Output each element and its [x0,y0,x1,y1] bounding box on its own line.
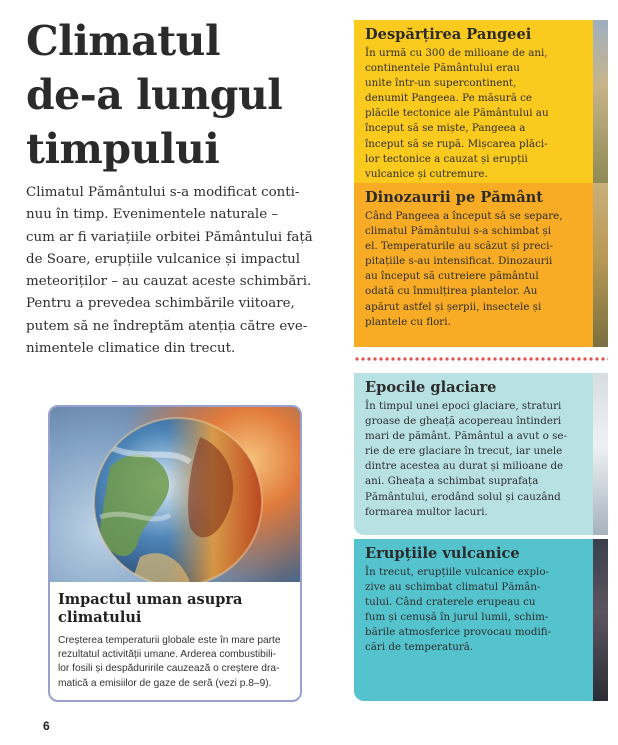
panel-text-line: unite într-un supercontinent, [365,77,517,90]
intro-paragraph [26,182,348,360]
panel-text-line: vulcanice și cutremure. [365,167,488,180]
intro-line: Climatul Pământului s-a modificat conti- [26,185,300,200]
human-impact-text-line: rezultatul activității umane. Arderea combustibili- [58,649,276,661]
panel-text-line: climatul Pământului s-a schimbat și [365,225,552,238]
intro-line: nuu în timp. Evenimentele naturale – [26,207,279,223]
earth-globe-icon [50,407,300,582]
panel-text-line: groase de gheață acopereau întinderi [365,415,562,428]
panel-text-line: Când Pangeea a început să se separe, [365,210,563,222]
intro-line: cum ar fi variațiile orbitei Pământului față [26,229,313,245]
human-impact-title [58,591,298,627]
page-title-line: timpului [26,125,220,173]
panel-title: Erupțiile vulcanice [365,545,520,562]
panel-text-line: formarea multor lacuri. [365,505,488,518]
panel-text [365,46,583,182]
panel-text-line: denumit Pangeea. Pe măsură ce [365,92,532,105]
panel-title: Despărțirea Pangeei [365,26,532,43]
page-number: 6 [43,719,50,733]
intro-line: de Soare, erupțiile vulcanice și impactul [26,251,301,267]
human-impact-text-line: lor fosili și despăduririle cauzează o creștere dra- [58,663,280,675]
panel-text-line: În urmă cu 300 de milioane de ani, [365,47,548,59]
panel-text-line: tului. Când craterele erupeau cu [365,596,536,609]
panel-text-line: odată cu înmulțirea plantelor. Au [365,285,538,298]
panel-title: Epocile glaciare [365,379,497,396]
human-impact-text-line: Creșterea temperaturii globale este în mare parte [58,635,281,646]
dotted-divider [354,357,608,361]
intro-line: meteoriților – au cauzat aceste schimbări. [26,274,312,290]
volcano-photo-strip [593,539,608,701]
panel-text-line: ani. Gheața a schimbat suprafața [365,475,539,488]
panel-text-line: Pământului, erodând solul și cauzând [365,490,561,503]
panel-text-line: În trecut, erupțiile vulcanice explo- [365,566,550,578]
panel-text-line: apărut astfel și șerpii, insectele și [365,300,542,313]
panel-text-line: rie de ere glaciare în trecut, iar unele [365,445,563,458]
intro-line: Pentru a prevedea schimbările viitoare, [26,296,295,312]
page-title [26,14,326,176]
panel-text-line: început să se miște, Pangeea a [365,122,526,135]
panel-text-line: au început să cutreiere pământul [365,270,539,283]
intro-line: nimentele climatice din trecut. [26,341,236,357]
panel-text-line: plăcile tectonice ale Pământului au [365,107,549,120]
panel-text-line: fum și cenușă în jurul lumii, schim- [365,611,549,624]
panel-text [365,399,583,520]
human-impact-title-line: climatului [58,609,142,626]
human-impact-text [58,634,300,691]
panel-ice-ages [354,373,593,535]
human-impact-text-line: matică a emisiilor de gaze de seră (vezi p.8–9). [58,677,272,689]
panel-text-line: început să se rupă. Mișcarea plăci- [365,137,548,150]
panel-text [365,209,583,330]
panel-text-line: el. Temperaturile au scăzut și preci- [365,240,553,253]
glacier-photo-strip [593,373,608,535]
panel-text-line: bările atmosferice provocau modifi- [365,626,552,639]
prehistoric-photo-strip [593,183,608,347]
panel-text-line: lor tectonice a cauzat și erupții [365,152,528,165]
intro-line: putem să ne îndreptăm atenția către eve- [26,318,308,334]
panel-volcanic-eruptions [354,539,593,701]
panel-text-line: plantele cu flori. [365,315,451,328]
panel-pangea-breakup [354,20,593,183]
half-burning-earth-image [50,407,300,582]
panel-title: Dinozaurii pe Pământ [365,189,544,206]
panel-text-line: dintre acestea au durat și milioane de [365,460,564,473]
panel-text-line: continentele Pământului erau [365,62,520,75]
human-impact-card [48,405,302,702]
panel-dinosaurs [354,183,593,347]
panel-text [365,565,583,656]
page-title-line: de-a lungul [26,71,283,119]
panel-text-line: pitațiile s-au intensificat. Dinozaurii [365,255,553,268]
panel-text-line: În timpul unei epoci glaciare, straturi [365,400,562,412]
landscape-photo-strip [593,20,608,183]
page-title-line: Climatul [26,17,221,65]
panel-text-line: mari de pământ. Pământul a avut o se- [365,430,567,443]
panel-text-line: cări de temperatură. [365,641,474,654]
human-impact-title-line: Impactul uman asupra [58,591,243,608]
panel-text-line: zive au schimbat climatul Pămân- [365,581,541,594]
